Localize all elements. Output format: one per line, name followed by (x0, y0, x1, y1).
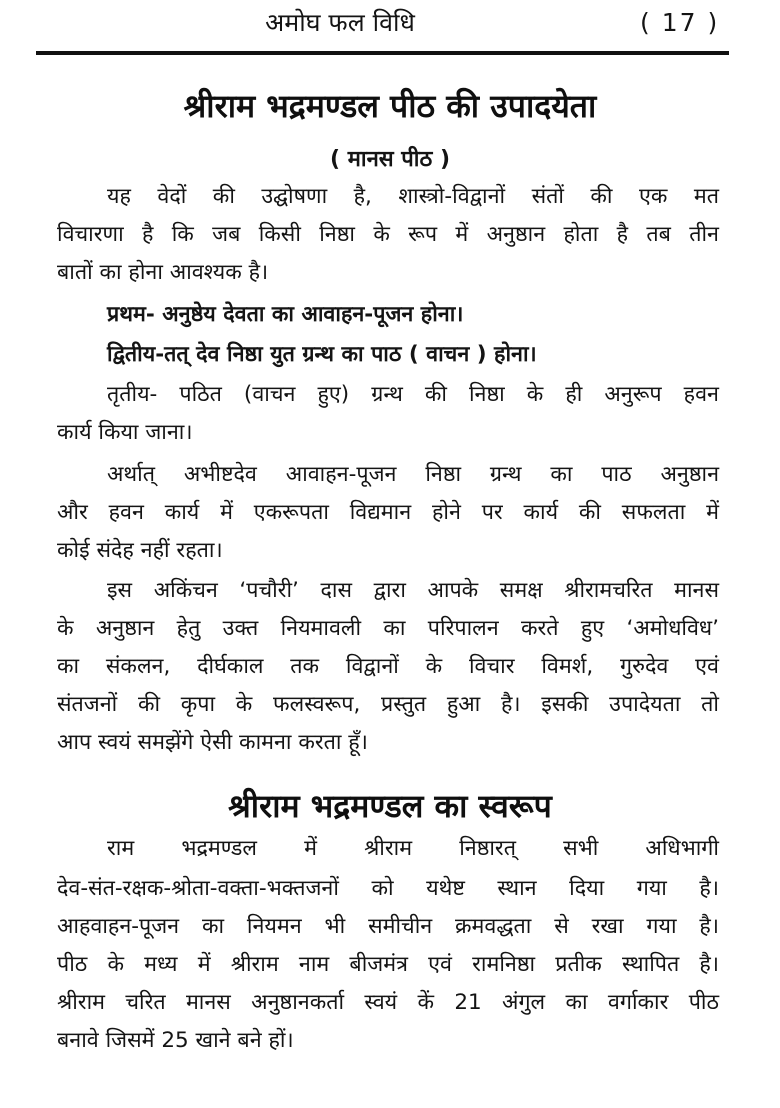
text-line: बनावे जिसमें 25 खाने बने हों। (57, 1028, 294, 1053)
page-header (0, 0, 780, 58)
text-line: कार्य किया जाना। (57, 420, 193, 445)
text-line: तृतीय- पठित (वाचन हुए) ग्रन्थ की निष्ठा के ही अनुरूप हवन (107, 382, 719, 407)
text-line: इस अकिंचन ‘पचौरी’ दास द्वारा आपके समक्ष श्रीरामचरित मानस (107, 578, 719, 603)
text-line: श्रीराम चरित मानस अनुष्ठानकर्ता स्वयं कें 21 अंगुल का वर्गाकार पीठ (57, 990, 719, 1015)
text-line: के अनुष्ठान हेतु उक्त नियमावली का परिपालन करते हुए ‘अमोधविध’ (57, 616, 719, 641)
point-second: द्वितीय-तत् देव निष्ठा युत ग्रन्थ का पाठ ( वाचन ) होना। (107, 342, 537, 367)
header-rule (36, 51, 729, 55)
text-line: बातों का होना आवश्यक है। (57, 260, 269, 285)
text-line: कोई संदेह नहीं रहता। (57, 538, 223, 563)
point-first: प्रथम- अनुष्ठेय देवता का आवाहन-पूजन होना। (107, 302, 464, 327)
text-line: का संकलन, दीर्घकाल तक विद्वानों के विचार विमर्श, गुरुदेव एवं (57, 654, 719, 679)
page-number: ( 17 ) (640, 8, 720, 37)
text-line: पीठ के मध्य में श्रीराम नाम बीजमंत्र एवं रामनिष्ठा प्रतीक स्थापित है। (57, 952, 719, 977)
text-line: राम भद्रमण्डल में श्रीराम निष्ठारत् सभी अधिभागी (107, 836, 719, 861)
text-line: अर्थात् अभीष्टदेव आवाहन-पूजन निष्ठा ग्रन्थ का पाठ अनुष्ठान (107, 462, 719, 487)
text-line: संतजनों की कृपा के फलस्वरूप, प्रस्तुत हुआ है। इसकी उपादेयता तो (57, 692, 719, 717)
text-line: विचारणा है कि जब किसी निष्ठा के रूप में अनुष्ठान होता है तब तीन (57, 222, 719, 247)
text-line: आप स्वयं समझेंगे ऐसी कामना करता हूँ। (57, 730, 368, 755)
running-title: अमोघ फल विधि (265, 8, 415, 37)
text-line: यह वेदों की उद्घोषणा है, शास्त्रो-विद्वानों संतों की एक मत (107, 184, 719, 209)
text-line: आहवाहन-पूजन का नियमन भी समीचीन क्रमवद्धता से रखा गया है। (57, 914, 719, 939)
text-line: और हवन कार्य में एकरूपता विद्यमान होने पर कार्य की सफलता में (57, 500, 719, 525)
section-title: श्रीराम भद्रमण्डल का स्वरूप (228, 787, 552, 825)
section-subtitle: ( मानस पीठ ) (330, 147, 450, 172)
section-title: श्रीराम भद्रमण्डल पीठ की उपादयेता (183, 87, 597, 125)
text-line: देव-संत-रक्षक-श्रोता-वक्ता-भक्तजनों को यथेष्ट स्थान दिया गया है। (57, 876, 719, 901)
